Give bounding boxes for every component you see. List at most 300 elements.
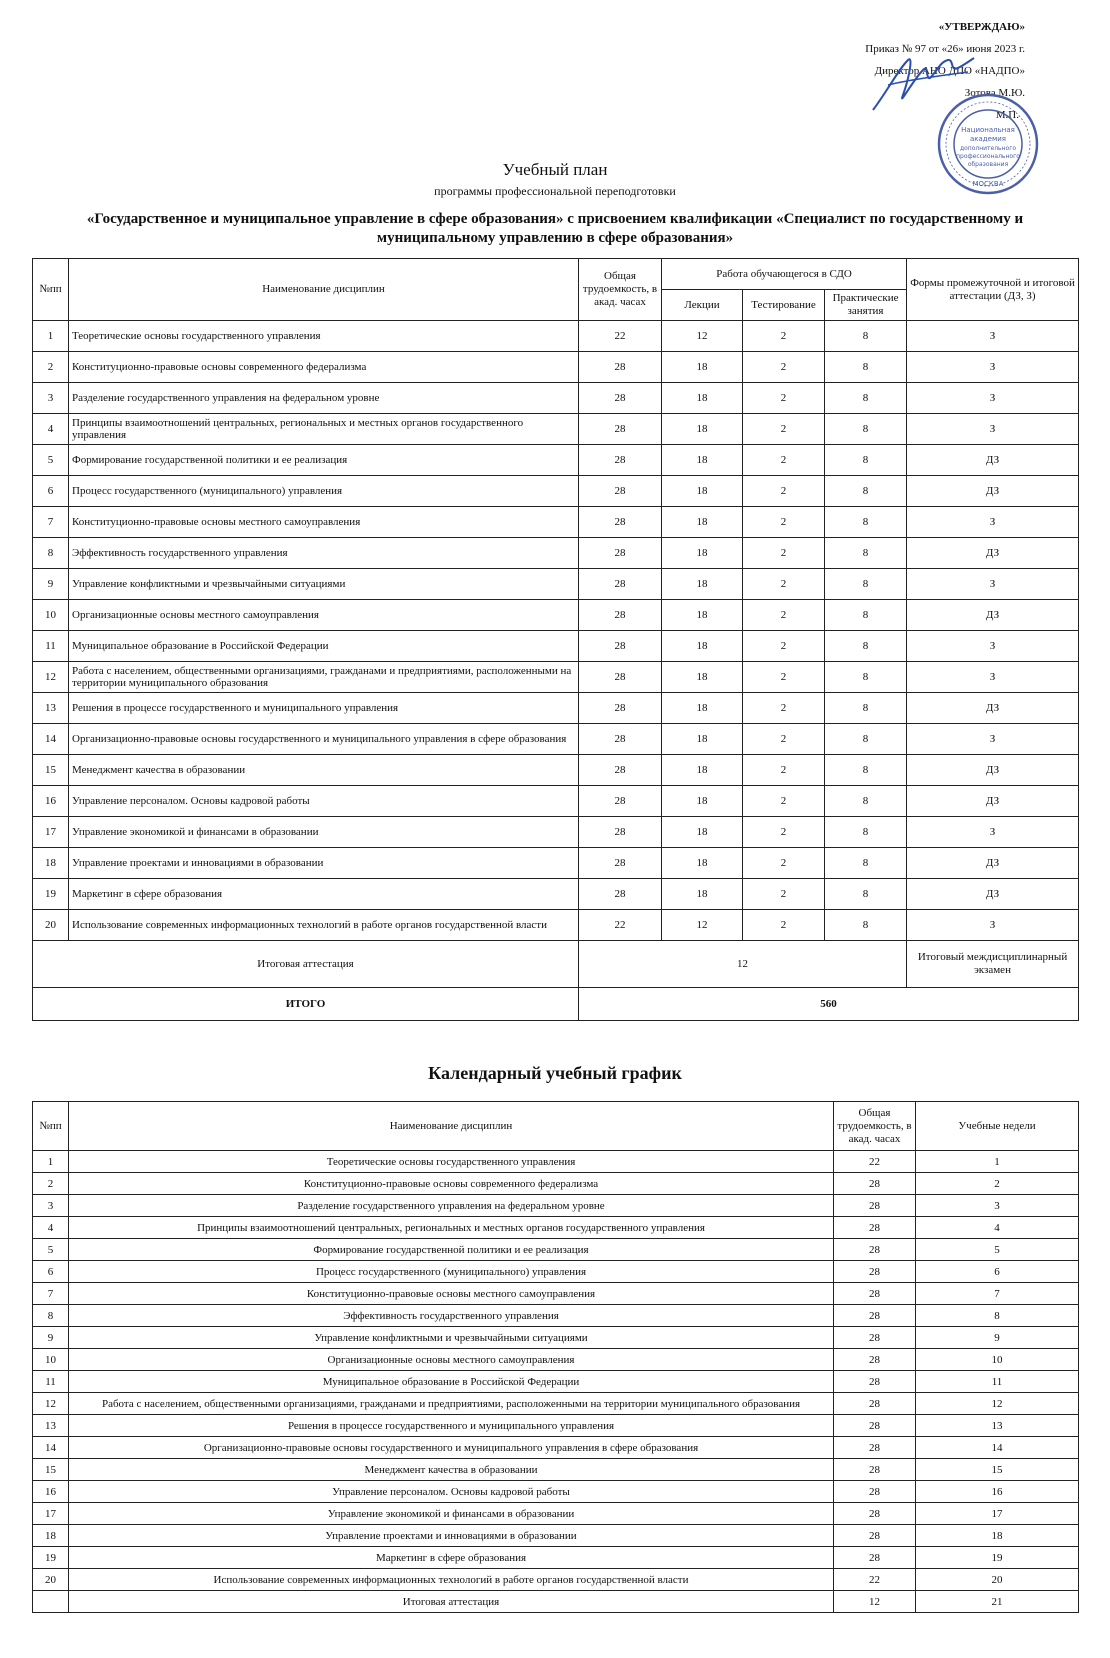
row-num: 7 (33, 507, 69, 538)
row-form: З (907, 724, 1079, 755)
cal-row-total: 28 (834, 1173, 916, 1195)
row-name: Эффективность государственного управления (69, 538, 579, 569)
cal-row-week: 9 (916, 1327, 1079, 1349)
row-testing: 2 (743, 569, 825, 600)
cal-row-name: Маркетинг в сфере образования (69, 1547, 834, 1569)
table-row (33, 848, 1079, 879)
table-row (33, 1459, 1079, 1481)
col-testing: Тестирование (743, 290, 825, 321)
row-name: Использование современных информационных технологий в работе органов государственной власти (69, 910, 579, 941)
cal-row-num: 10 (33, 1349, 69, 1371)
row-form: З (907, 414, 1079, 445)
table-row (33, 1305, 1079, 1327)
row-practice: 8 (825, 445, 907, 476)
svg-text:Национальная: Национальная (961, 126, 1015, 134)
table-row (33, 1547, 1079, 1569)
table-row (33, 1151, 1079, 1173)
row-form: З (907, 383, 1079, 414)
row-lectures: 18 (662, 445, 743, 476)
total-label: ИТОГО (33, 988, 579, 1021)
row-lectures: 18 (662, 662, 743, 693)
row-num: 12 (33, 662, 69, 693)
table-row (33, 1217, 1079, 1239)
cal-row-name: Использование современных информационных технологий в работе органов государственной власти (69, 1569, 834, 1591)
row-total: 28 (579, 476, 662, 507)
row-testing: 2 (743, 817, 825, 848)
cal-col-name: Наименование дисциплин (69, 1102, 834, 1151)
table-row (33, 786, 1079, 817)
cal-row-num: 2 (33, 1173, 69, 1195)
col-total: Общая трудоемкость, в акад. часах (579, 259, 662, 321)
stamp-icon (936, 92, 1040, 196)
cal-row-total: 28 (834, 1239, 916, 1261)
row-lectures: 18 (662, 693, 743, 724)
row-total: 28 (579, 817, 662, 848)
row-num: 6 (33, 476, 69, 507)
row-name: Управление проектами и инновациями в образовании (69, 848, 579, 879)
row-lectures: 12 (662, 910, 743, 941)
row-num: 8 (33, 538, 69, 569)
row-practice: 8 (825, 879, 907, 910)
row-form: З (907, 569, 1079, 600)
row-num: 18 (33, 848, 69, 879)
row-practice: 8 (825, 476, 907, 507)
cal-row-total: 28 (834, 1547, 916, 1569)
row-lectures: 18 (662, 724, 743, 755)
row-total: 28 (579, 662, 662, 693)
cal-row-total: 28 (834, 1305, 916, 1327)
cal-row-total: 22 (834, 1569, 916, 1591)
row-name: Решения в процессе государственного и муниципального управления (69, 693, 579, 724)
table-row (33, 1393, 1079, 1415)
table-row (33, 662, 1079, 693)
row-testing: 2 (743, 383, 825, 414)
cal-row-week: 5 (916, 1239, 1079, 1261)
row-practice: 8 (825, 569, 907, 600)
cal-row-num: 4 (33, 1217, 69, 1239)
approval-title: «УТВЕРЖДАЮ» (938, 21, 1025, 33)
row-name: Формирование государственной политики и ее реализация (69, 445, 579, 476)
row-form: З (907, 910, 1079, 941)
cal-row-name: Менеджмент качества в образовании (69, 1459, 834, 1481)
cal-row-name: Конституционно-правовые основы местного самоуправления (69, 1283, 834, 1305)
row-total: 28 (579, 445, 662, 476)
row-testing: 2 (743, 414, 825, 445)
row-name: Управление персоналом. Основы кадровой работы (69, 786, 579, 817)
row-num: 15 (33, 755, 69, 786)
row-testing: 2 (743, 321, 825, 352)
row-total: 28 (579, 879, 662, 910)
row-num: 3 (33, 383, 69, 414)
cal-col-total: Общая трудоемкость, в акад. часах (834, 1102, 916, 1151)
row-name: Муниципальное образование в Российской Федерации (69, 631, 579, 662)
cal-row-week: 10 (916, 1349, 1079, 1371)
row-name: Принципы взаимоотношений центральных, региональных и местных органов государственного управления (69, 414, 579, 445)
row-practice: 8 (825, 724, 907, 755)
row-name: Менеджмент качества в образовании (69, 755, 579, 786)
approval-order: Приказ № 97 от «26» июня 2023 г. (865, 43, 1025, 55)
cal-row-num: 8 (33, 1305, 69, 1327)
row-num: 5 (33, 445, 69, 476)
final-label: Итоговая аттестация (33, 941, 579, 988)
row-total: 28 (579, 507, 662, 538)
cal-row-total: 28 (834, 1525, 916, 1547)
cal-row-name: Муниципальное образование в Российской Федерации (69, 1371, 834, 1393)
cal-row-total: 28 (834, 1415, 916, 1437)
row-num: 2 (33, 352, 69, 383)
row-lectures: 18 (662, 879, 743, 910)
row-lectures: 18 (662, 352, 743, 383)
row-testing: 2 (743, 693, 825, 724)
cal-row-total: 28 (834, 1481, 916, 1503)
table-row (33, 383, 1079, 414)
table-row (33, 445, 1079, 476)
row-lectures: 18 (662, 414, 743, 445)
row-num: 20 (33, 910, 69, 941)
row-form: ДЗ (907, 879, 1079, 910)
cal-row-week: 7 (916, 1283, 1079, 1305)
row-name: Конституционно-правовые основы современного федерализма (69, 352, 579, 383)
cal-col-weeks: Учебные недели (916, 1102, 1079, 1151)
table-row (33, 817, 1079, 848)
cal-row-week: 3 (916, 1195, 1079, 1217)
row-form: ДЗ (907, 476, 1079, 507)
calendar-table (32, 1101, 1079, 1613)
cal-row-week: 6 (916, 1261, 1079, 1283)
plan-subtitle: программы профессиональной переподготовки (434, 184, 676, 198)
row-num: 13 (33, 693, 69, 724)
row-total: 28 (579, 600, 662, 631)
table-row (33, 1525, 1079, 1547)
cal-row-name: Принципы взаимоотношений центральных, региональных и местных органов государственного управления (69, 1217, 834, 1239)
row-testing: 2 (743, 755, 825, 786)
table-row (33, 414, 1079, 445)
row-total: 28 (579, 724, 662, 755)
cal-row-name: Управление персоналом. Основы кадровой работы (69, 1481, 834, 1503)
cal-row-week: 11 (916, 1371, 1079, 1393)
row-form: З (907, 662, 1079, 693)
cal-row-name: Теоретические основы государственного управления (69, 1151, 834, 1173)
calendar-title: Календарный учебный график (428, 1063, 682, 1083)
row-practice: 8 (825, 631, 907, 662)
cal-row-num: 3 (33, 1195, 69, 1217)
row-testing: 2 (743, 631, 825, 662)
row-form: З (907, 321, 1079, 352)
cal-row-week: 8 (916, 1305, 1079, 1327)
cal-row-total: 28 (834, 1349, 916, 1371)
row-lectures: 18 (662, 817, 743, 848)
cal-row-week: 2 (916, 1173, 1079, 1195)
svg-text:МОСКВА: МОСКВА (972, 180, 1004, 188)
row-name: Маркетинг в сфере образования (69, 879, 579, 910)
cal-row-num (33, 1591, 69, 1613)
cal-row-week: 19 (916, 1547, 1079, 1569)
row-practice: 8 (825, 817, 907, 848)
svg-text:дополнительного: дополнительного (959, 145, 1017, 152)
cal-row-total: 12 (834, 1591, 916, 1613)
svg-text:образования: образования (967, 161, 1009, 168)
row-lectures: 18 (662, 476, 743, 507)
table-row (33, 631, 1079, 662)
table-row (33, 1261, 1079, 1283)
row-form: ДЗ (907, 600, 1079, 631)
row-form: ДЗ (907, 693, 1079, 724)
table-row (33, 693, 1079, 724)
row-lectures: 18 (662, 786, 743, 817)
cal-row-week: 17 (916, 1503, 1079, 1525)
row-practice: 8 (825, 910, 907, 941)
table-row (33, 538, 1079, 569)
cal-row-name: Эффективность государственного управления (69, 1305, 834, 1327)
cal-row-name: Управление конфликтными и чрезвычайными ситуациями (69, 1327, 834, 1349)
row-lectures: 18 (662, 538, 743, 569)
cal-col-num: №пп (33, 1102, 69, 1151)
row-total: 22 (579, 910, 662, 941)
row-lectures: 18 (662, 755, 743, 786)
col-lectures: Лекции (662, 290, 743, 321)
row-lectures: 18 (662, 383, 743, 414)
cal-row-week: 18 (916, 1525, 1079, 1547)
table-row (33, 1283, 1079, 1305)
svg-text:академия: академия (970, 135, 1006, 143)
cal-row-num: 5 (33, 1239, 69, 1261)
cal-row-total: 28 (834, 1371, 916, 1393)
row-form: З (907, 817, 1079, 848)
row-form: ДЗ (907, 848, 1079, 879)
plan-title: Учебный план (502, 160, 608, 179)
row-testing: 2 (743, 724, 825, 755)
cal-row-num: 11 (33, 1371, 69, 1393)
cal-row-name: Организационные основы местного самоуправления (69, 1349, 834, 1371)
cal-row-name: Управление экономикой и финансами в образовании (69, 1503, 834, 1525)
cal-row-name: Итоговая аттестация (69, 1591, 834, 1613)
row-testing: 2 (743, 445, 825, 476)
row-name: Организационно-правовые основы государственного и муниципального управления в сфере образования (69, 724, 579, 755)
row-practice: 8 (825, 414, 907, 445)
table-row (33, 321, 1079, 352)
row-form: З (907, 352, 1079, 383)
row-num: 19 (33, 879, 69, 910)
row-form: ДЗ (907, 786, 1079, 817)
row-lectures: 18 (662, 631, 743, 662)
row-num: 14 (33, 724, 69, 755)
cal-row-week: 16 (916, 1481, 1079, 1503)
cal-row-total: 28 (834, 1195, 916, 1217)
row-testing: 2 (743, 848, 825, 879)
cal-row-week: 12 (916, 1393, 1079, 1415)
row-testing: 2 (743, 538, 825, 569)
cal-row-num: 14 (33, 1437, 69, 1459)
cal-row-name: Решения в процессе государственного и муниципального управления (69, 1415, 834, 1437)
cal-row-num: 18 (33, 1525, 69, 1547)
row-practice: 8 (825, 352, 907, 383)
curriculum-table (32, 258, 1079, 1021)
row-lectures: 18 (662, 848, 743, 879)
row-form: ДЗ (907, 445, 1079, 476)
cal-row-week: 13 (916, 1415, 1079, 1437)
row-practice: 8 (825, 786, 907, 817)
row-practice: 8 (825, 538, 907, 569)
cal-row-week: 1 (916, 1151, 1079, 1173)
table-row (33, 1503, 1079, 1525)
table-row (33, 1173, 1079, 1195)
cal-row-num: 6 (33, 1261, 69, 1283)
row-practice: 8 (825, 662, 907, 693)
approval-director: Директор АНО ДПО «НАДПО» (874, 65, 1025, 77)
row-total: 28 (579, 414, 662, 445)
row-num: 16 (33, 786, 69, 817)
final-hours: 12 (579, 941, 907, 988)
row-total: 28 (579, 569, 662, 600)
row-name: Теоретические основы государственного управления (69, 321, 579, 352)
table-row (33, 1437, 1079, 1459)
row-testing: 2 (743, 507, 825, 538)
row-practice: 8 (825, 383, 907, 414)
table-row (33, 1591, 1079, 1613)
row-total: 28 (579, 786, 662, 817)
cal-row-week: 14 (916, 1437, 1079, 1459)
row-total: 28 (579, 352, 662, 383)
row-testing: 2 (743, 910, 825, 941)
row-num: 17 (33, 817, 69, 848)
table-row (33, 1569, 1079, 1591)
cal-row-num: 12 (33, 1393, 69, 1415)
table-row (33, 879, 1079, 910)
row-total: 28 (579, 755, 662, 786)
cal-row-name: Разделение государственного управления на федеральном уровне (69, 1195, 834, 1217)
cal-row-num: 16 (33, 1481, 69, 1503)
row-practice: 8 (825, 848, 907, 879)
cal-row-week: 4 (916, 1217, 1079, 1239)
table-row (33, 724, 1079, 755)
row-name: Организационные основы местного самоуправления (69, 600, 579, 631)
row-testing: 2 (743, 879, 825, 910)
row-testing: 2 (743, 662, 825, 693)
table-row (33, 507, 1079, 538)
table-row (33, 1327, 1079, 1349)
cal-row-week: 15 (916, 1459, 1079, 1481)
col-work: Работа обучающегося в СДО (662, 259, 907, 290)
row-name: Управление конфликтными и чрезвычайными ситуациями (69, 569, 579, 600)
total-hours: 560 (579, 988, 1079, 1021)
cal-row-name: Организационно-правовые основы государственного и муниципального управления в сфере образования (69, 1437, 834, 1459)
row-form: ДЗ (907, 755, 1079, 786)
approval-name: Зотова М.Ю. (964, 87, 1025, 99)
cal-row-name: Формирование государственной политики и ее реализация (69, 1239, 834, 1261)
cal-row-name: Управление проектами и инновациями в образовании (69, 1525, 834, 1547)
col-forms: Формы промежуточной и итоговой аттестации (ДЗ, З) (907, 259, 1079, 321)
table-row (33, 1239, 1079, 1261)
cal-row-total: 22 (834, 1151, 916, 1173)
table-row (33, 1415, 1079, 1437)
cal-row-total: 28 (834, 1503, 916, 1525)
row-testing: 2 (743, 476, 825, 507)
row-total: 28 (579, 693, 662, 724)
cal-row-name: Работа с населением, общественными организациями, гражданами и предприятиями, расположенными на территории муниципального образования (69, 1393, 834, 1415)
row-testing: 2 (743, 352, 825, 383)
row-total: 28 (579, 538, 662, 569)
row-num: 11 (33, 631, 69, 662)
table-row (33, 1481, 1079, 1503)
cal-row-total: 28 (834, 1437, 916, 1459)
table-row (33, 755, 1079, 786)
cal-row-num: 15 (33, 1459, 69, 1481)
row-practice: 8 (825, 507, 907, 538)
row-testing: 2 (743, 786, 825, 817)
table-row (33, 352, 1079, 383)
row-form: З (907, 507, 1079, 538)
row-practice: 8 (825, 693, 907, 724)
cal-row-week: 20 (916, 1569, 1079, 1591)
cal-row-num: 9 (33, 1327, 69, 1349)
cal-row-num: 20 (33, 1569, 69, 1591)
cal-row-total: 28 (834, 1327, 916, 1349)
cal-row-total: 28 (834, 1393, 916, 1415)
row-practice: 8 (825, 600, 907, 631)
row-form: З (907, 631, 1079, 662)
table-row (33, 476, 1079, 507)
cal-row-total: 28 (834, 1283, 916, 1305)
table-row (33, 600, 1079, 631)
col-practice: Практические занятия (825, 290, 907, 321)
row-name: Работа с населением, общественными организациями, гражданами и предприятиями, расположенными на территории муниципального образования (69, 662, 579, 693)
approval-mp: М.П. (995, 109, 1019, 121)
row-name: Разделение государственного управления на федеральном уровне (69, 383, 579, 414)
row-lectures: 18 (662, 507, 743, 538)
cal-row-name: Конституционно-правовые основы современного федерализма (69, 1173, 834, 1195)
row-practice: 8 (825, 321, 907, 352)
row-practice: 8 (825, 755, 907, 786)
cal-row-num: 1 (33, 1151, 69, 1173)
row-lectures: 18 (662, 600, 743, 631)
cal-row-num: 7 (33, 1283, 69, 1305)
row-lectures: 18 (662, 569, 743, 600)
row-name: Процесс государственного (муниципального) управления (69, 476, 579, 507)
svg-text:профессионального: профессионального (956, 153, 1020, 160)
row-total: 28 (579, 383, 662, 414)
col-num: №пп (33, 259, 69, 321)
cal-row-total: 28 (834, 1459, 916, 1481)
cal-row-name: Процесс государственного (муниципального) управления (69, 1261, 834, 1283)
row-num: 10 (33, 600, 69, 631)
final-form: Итоговый междисциплинарный экзамен (907, 941, 1079, 988)
col-name: Наименование дисциплин (69, 259, 579, 321)
row-testing: 2 (743, 600, 825, 631)
row-form: ДЗ (907, 538, 1079, 569)
cal-row-week: 21 (916, 1591, 1079, 1613)
cal-row-num: 13 (33, 1415, 69, 1437)
row-num: 9 (33, 569, 69, 600)
table-row (33, 1349, 1079, 1371)
row-total: 22 (579, 321, 662, 352)
table-row (33, 1371, 1079, 1393)
cal-row-num: 19 (33, 1547, 69, 1569)
table-row (33, 569, 1079, 600)
row-name: Управление экономикой и финансами в образовании (69, 817, 579, 848)
row-lectures: 12 (662, 321, 743, 352)
row-name: Конституционно-правовые основы местного самоуправления (69, 507, 579, 538)
table-row (33, 1195, 1079, 1217)
cal-row-total: 28 (834, 1261, 916, 1283)
row-total: 28 (579, 631, 662, 662)
cal-row-num: 17 (33, 1503, 69, 1525)
table-row (33, 910, 1079, 941)
row-total: 28 (579, 848, 662, 879)
row-num: 1 (33, 321, 69, 352)
row-num: 4 (33, 414, 69, 445)
cal-row-total: 28 (834, 1217, 916, 1239)
program-title: «Государственное и муниципальное управление в сфере образования» с присвоением квалификации «Специалист по государственному и муниципальному управлению в сфере образования» (86, 211, 1024, 246)
